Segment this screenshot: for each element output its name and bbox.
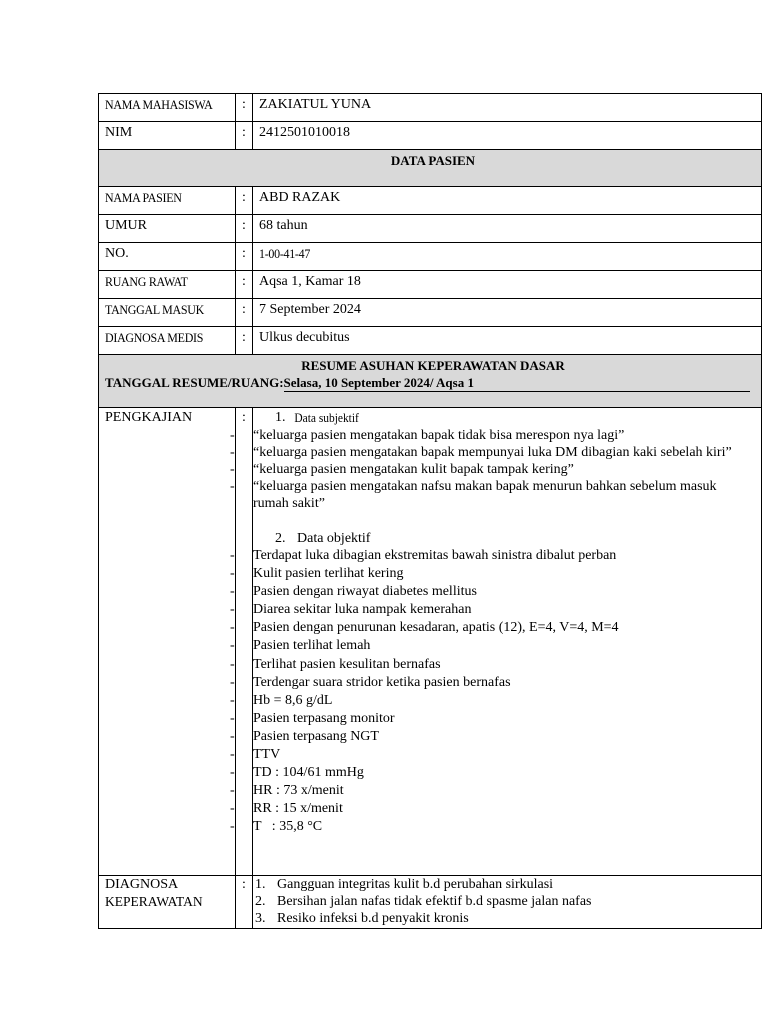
colon: : — [236, 187, 253, 215]
record-number-cell — [253, 243, 762, 271]
ward-label: RUANG RAWAT — [105, 274, 188, 289]
colon: : — [236, 94, 253, 122]
colon: : — [236, 271, 253, 299]
patient-section-header — [99, 150, 762, 187]
age-value: 68 tahun — [253, 215, 762, 243]
assessment-row — [99, 408, 762, 876]
objective-heading — [253, 530, 751, 547]
item-number: 3. — [255, 911, 266, 926]
nursing-diagnosis-label-line1: DIAGNOSA — [105, 877, 179, 892]
list-item — [255, 893, 761, 910]
record-number-value: 1-00-41-47 — [259, 246, 311, 261]
medical-diagnosis-label: DIAGNOSA MEDIS — [105, 330, 204, 345]
colon: : — [236, 299, 253, 327]
item-number: 1. — [255, 877, 266, 892]
list-item: - Hb = 8,6 g/dL — [253, 692, 751, 710]
list-item — [255, 876, 761, 893]
student-name-label-cell — [99, 94, 236, 122]
nim-label: NIM — [99, 122, 236, 150]
list-item: - Pasien dengan penurunan kesadaran, apatis (12), E=4, V=4, M=4 — [253, 619, 751, 637]
item-text: Gangguan integritas kulit b.d perubahan sirkulasi — [277, 877, 554, 892]
objective-number: 2. — [275, 531, 286, 546]
student-name-label: NAMA MAHASISWA — [105, 97, 213, 112]
assessment-content — [253, 408, 762, 876]
list-item: - Pasien terlihat lemah — [253, 637, 751, 655]
colon: : — [236, 122, 253, 150]
patient-row — [99, 271, 762, 299]
student-name-value: ZAKIATUL YUNA — [253, 94, 762, 122]
nursing-diagnosis-label — [99, 876, 236, 929]
patient-row — [99, 187, 762, 215]
patient-name-value: ABD RAZAK — [253, 187, 762, 215]
list-item: - “keluarga pasien mengatakan bapak mempunyai luka DM dibagian kaki sebelah kiri” — [253, 444, 751, 461]
list-item: - “keluarga pasien mengatakan nafsu makan bapak menurun bahkan sebelum masuk rumah sakit” — [253, 478, 751, 512]
list-item: - HR : 73 x/menit — [253, 782, 751, 800]
subjective-title: Data subjektif — [294, 410, 359, 425]
ward-value: Aqsa 1, Kamar 18 — [253, 271, 762, 299]
colon: : — [236, 327, 253, 355]
nursing-diagnosis-label-line2: KEPERAWATAN — [105, 894, 203, 909]
medical-diagnosis-value: Ulkus decubitus — [253, 327, 762, 355]
list-item: - Pasien dengan riwayat diabetes mellitus — [253, 583, 751, 601]
resume-date-value: Selasa, 10 September 2024/ Aqsa 1 — [284, 374, 750, 392]
subjective-heading — [253, 409, 751, 427]
item-text: Bersihan jalan nafas tidak efektif b.d spasme jalan nafas — [277, 894, 592, 909]
age-label: UMUR — [99, 215, 236, 243]
objective-list — [253, 547, 751, 837]
nursing-diagnosis-list — [255, 876, 761, 927]
patient-label-cell — [99, 187, 236, 215]
patient-row — [99, 299, 762, 327]
objective-title: Data objektif — [297, 531, 371, 546]
list-item: - RR : 15 x/menit — [253, 800, 751, 818]
record-number-label: NO. — [99, 243, 236, 271]
item-number: 2. — [255, 894, 266, 909]
list-item: - TTV — [253, 746, 751, 764]
list-item: - TD : 104/61 mmHg — [253, 764, 751, 782]
patient-row — [99, 243, 762, 271]
list-item: - Terlihat pasien kesulitan bernafas — [253, 656, 751, 674]
patient-row — [99, 327, 762, 355]
nim-value: 2412501010018 — [253, 122, 762, 150]
list-item: - “keluarga pasien mengatakan kulit bapak tampak kering” — [253, 461, 751, 478]
item-text: Resiko infeksi b.d penyakit kronis — [277, 911, 469, 926]
resume-title: RESUME ASUHAN KEPERAWATAN DASAR — [301, 358, 565, 373]
nursing-diagnosis-row — [99, 876, 762, 929]
list-item: - Pasien terpasang monitor — [253, 710, 751, 728]
list-item: - T : 35,8 °C — [253, 818, 751, 836]
admission-date-label: TANGGAL MASUK — [105, 302, 205, 317]
nursing-diagnosis-content — [253, 876, 762, 929]
list-item: - Terdengar suara stridor ketika pasien bernafas — [253, 674, 751, 692]
colon: : — [236, 243, 253, 271]
list-item: - Pasien terpasang NGT — [253, 728, 751, 746]
assessment-label: PENGKAJIAN — [99, 408, 236, 876]
patient-row — [99, 215, 762, 243]
list-item: - Diarea sekitar luka nampak kemerahan — [253, 601, 751, 619]
list-item — [255, 910, 761, 927]
resume-date-label: TANGGAL RESUME/RUANG: — [105, 375, 284, 390]
patient-section-title: DATA PASIEN — [99, 150, 762, 187]
nursing-resume-table — [98, 93, 762, 929]
list-item: - Kulit pasien terlihat kering — [253, 565, 751, 583]
subjective-number: 1. — [275, 410, 286, 425]
student-name-row — [99, 94, 762, 122]
nim-row — [99, 122, 762, 150]
colon: : — [236, 215, 253, 243]
subjective-list — [253, 427, 751, 512]
resume-header-cell — [99, 355, 762, 408]
list-item: - Terdapat luka dibagian ekstremitas bawah sinistra dibalut perban — [253, 547, 751, 565]
patient-name-label: NAMA PASIEN — [105, 190, 182, 205]
list-item: - “keluarga pasien mengatakan bapak tidak bisa merespon nya lagi” — [253, 427, 751, 444]
ward-label-cell — [99, 271, 236, 299]
resume-date-line — [105, 374, 761, 392]
admission-date-label-cell — [99, 299, 236, 327]
resume-section-header — [99, 355, 762, 408]
colon: : — [236, 408, 253, 876]
colon: : — [236, 876, 253, 929]
admission-date-value: 7 September 2024 — [253, 299, 762, 327]
medical-diagnosis-label-cell — [99, 327, 236, 355]
